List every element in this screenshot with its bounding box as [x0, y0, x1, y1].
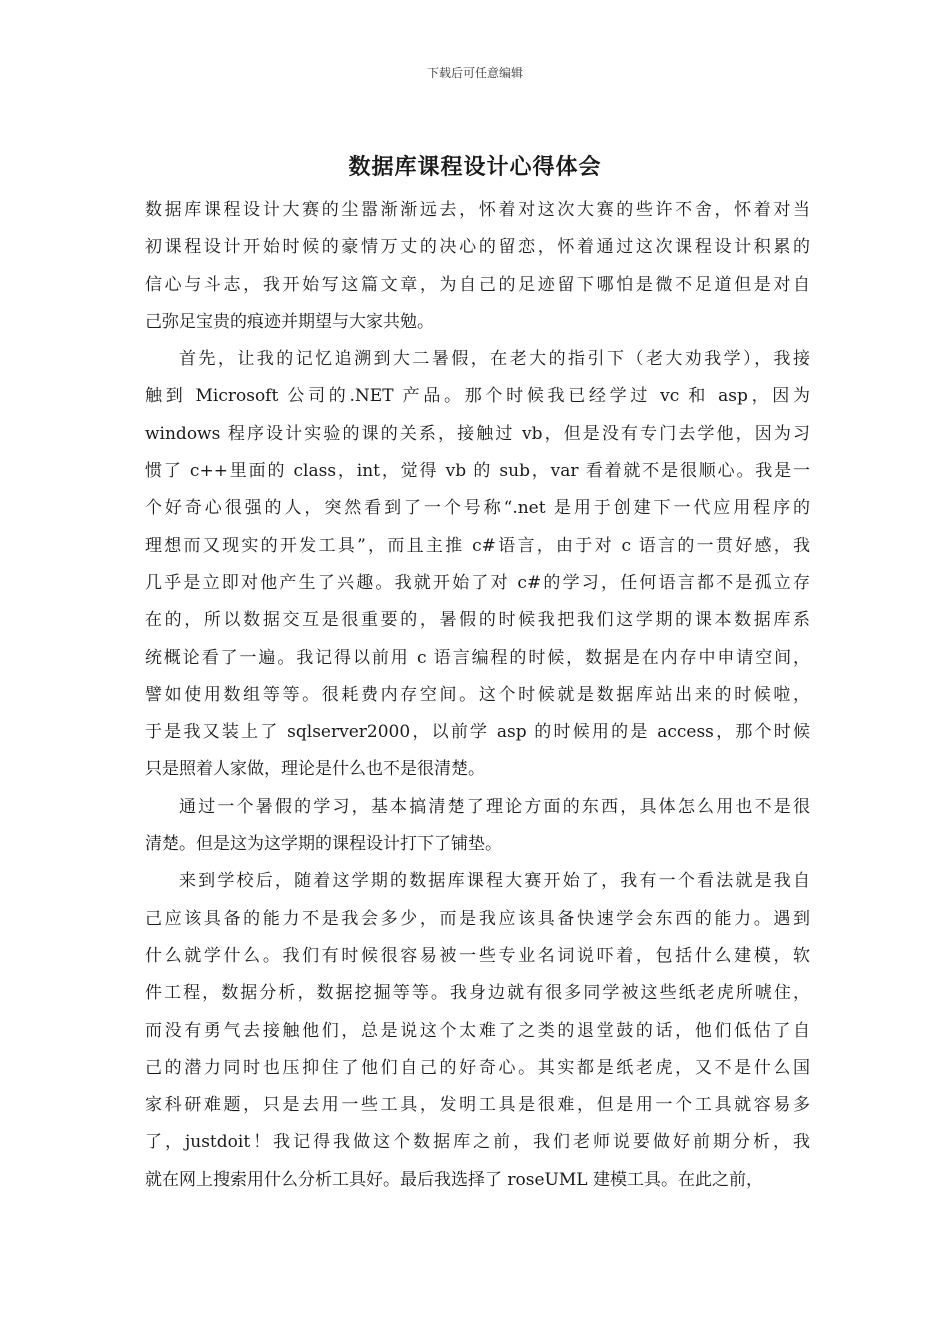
text-line: 只是照着人家做，理论是什么也不是很清楚。 [145, 759, 485, 780]
text-line: 清楚。但是这为这学期的课程设计打下了铺垫。 [145, 834, 502, 855]
text-line: 个好奇心很强的人，突然看到了一个号称“.net 是用于创建下一代应用程序的 [145, 498, 810, 519]
text-line: 数据库课程设计大赛的尘嚣渐渐远去，怀着对这次大赛的些许不舍，怀着对当 [145, 200, 810, 220]
text-line: 了，justdoit！我记得我做这个数据库之前，我们老师说要做好前期分析，我 [145, 1132, 810, 1153]
text-line: 首先，让我的记忆追溯到大二暑假，在老大的指引下（老大劝我学），我接 [179, 349, 810, 370]
text-line: 而没有勇气去接触他们，总是说这个太难了之类的退堂鼓的话，他们低估了自 [145, 1020, 810, 1041]
document-body [145, 192, 810, 1199]
page-header-note: 下载后可任意编辑 [426, 66, 523, 80]
text-line: 件工程，数据分析，数据挖掘等等。我身边就有很多同学被这些纸老虎所唬住， [145, 983, 810, 1004]
text-line: windows 程序设计实验的课的关系，接触过 vb，但是没有专门去学他，因为习 [145, 423, 810, 444]
text-line: 理想而又现实的开发工具”，而且主推 c#语言，由于对 c 语言的一贯好感，我 [145, 535, 810, 556]
text-line: 通过一个暑假的学习，基本搞清楚了理论方面的东西，具体怎么用也不是很 [179, 796, 810, 817]
text-line: 譬如使用数组等等。很耗费内存空间。这个时候就是数据库站出来的时候啦， [145, 684, 810, 705]
text-line: 己弥足宝贵的痕迹并期望与大家共勉。 [145, 311, 434, 332]
text-line: 信心与斗志，我开始写这篇文章，为自己的足迹留下哪怕是微不足道但是对自 [145, 274, 810, 295]
text-line: 统概论看了一遍。我记得以前用 c 语言编程的时候，数据是在内存中申请空间， [145, 647, 810, 668]
text-line: 初课程设计开始时候的豪情万丈的决心的留恋，怀着通过这次课程设计积累的 [145, 237, 810, 258]
text-line: 就在网上搜索用什么分析工具好。最后我选择了 roseUML 建模工具。在此之前， [145, 1169, 763, 1190]
text-line: 惯了 c++里面的 class，int，觉得 vb 的 sub，var 看着就不是很顺心。我是一 [145, 461, 810, 482]
text-line: 在的，所以数据交互是很重要的，暑假的时候我把我们这学期的课本数据库系 [145, 610, 810, 631]
paragraph [145, 789, 810, 864]
text-line: 来到学校后，随着这学期的数据库课程大赛开始了，我有一个看法就是我自 [179, 871, 810, 892]
text-line: 触到 Microsoft 公司的.NET 产品。那个时候我已经学过 vc 和 asp，因为 [145, 386, 810, 407]
text-line: 几乎是立即对他产生了兴趣。我就开始了对 c#的学习，任何语言都不是孤立存 [145, 572, 810, 593]
paragraph [145, 341, 810, 789]
text-line: 家科研难题，只是去用一些工具，发明工具是很难，但是用一个工具就容易多 [145, 1095, 810, 1116]
text-line: 己的潜力同时也压抑住了他们自己的好奇心。其实都是纸老虎，又不是什么国 [145, 1057, 810, 1078]
document-title: 数据库课程设计心得体会 [348, 155, 602, 180]
text-line: 于是我又装上了 sqlserver2000，以前学 asp 的时候用的是 access，那个时候 [145, 722, 810, 743]
paragraph [145, 192, 810, 341]
text-line: 己应该具备的能力不是我会多少，而是我应该具备快速学会东西的能力。遇到 [145, 908, 810, 929]
text-line: 什么就学什么。我们有时候很容易被一些专业名词说吓着，包括什么建模，软 [145, 945, 810, 966]
paragraph [145, 863, 810, 1199]
